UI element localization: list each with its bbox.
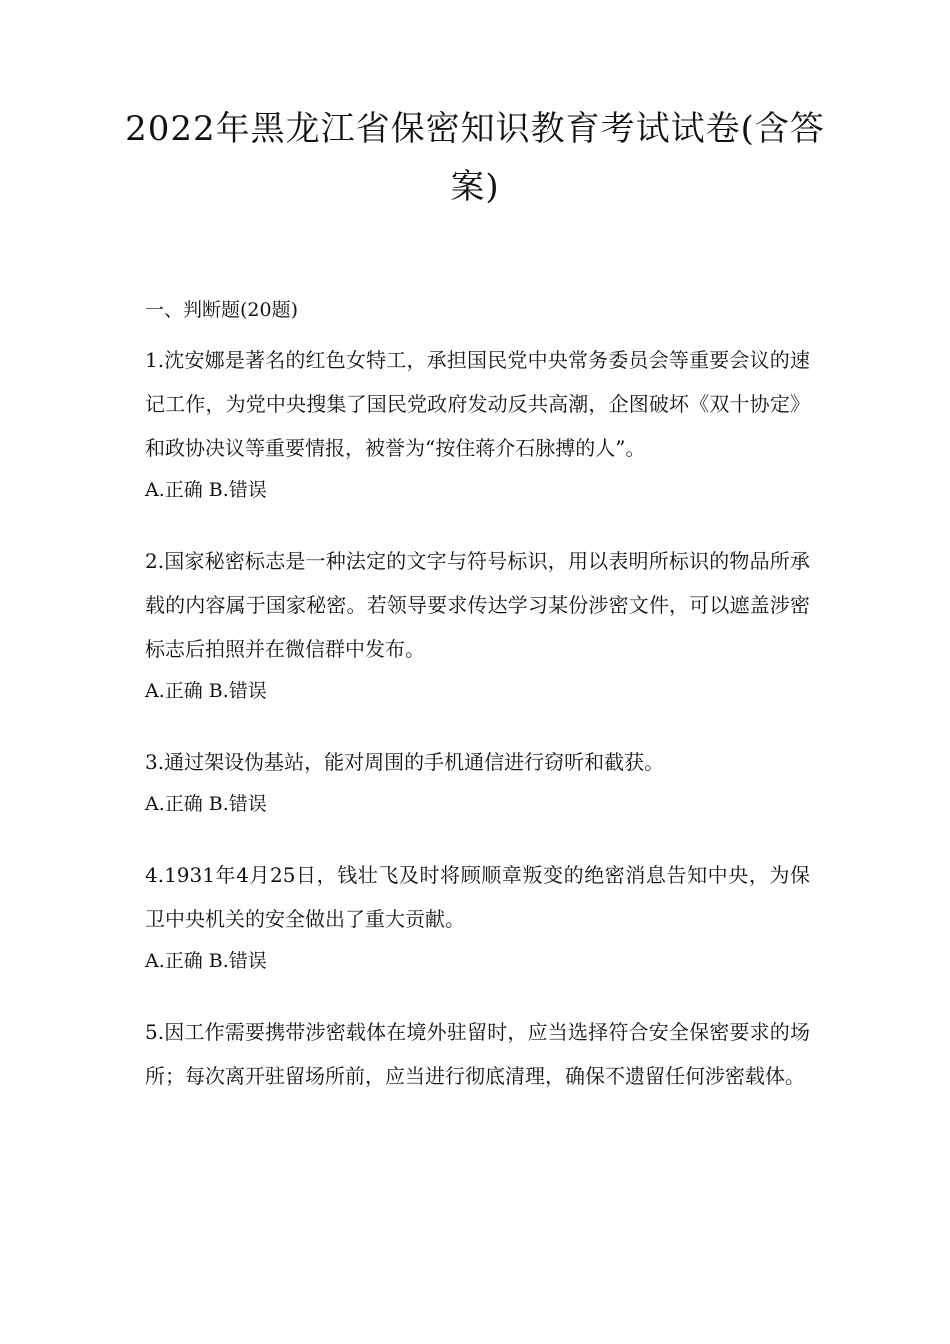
question-3 (145, 740, 810, 824)
question-text: 3.通过架设伪基站，能对周围的手机通信进行窃听和截获。 (145, 750, 665, 774)
question-options: A.正确 B.错误 (145, 793, 267, 815)
question-options: A.正确 B.错误 (145, 950, 267, 972)
question-4 (145, 853, 810, 981)
question-2 (145, 539, 810, 711)
question-options: A.正确 B.错误 (145, 680, 267, 702)
section-heading: 一、判断题(20题) (145, 299, 299, 321)
question-options: A.正确 B.错误 (145, 479, 267, 501)
question-text: 4.1931年4月25日，钱壮飞及时将顾顺章叛变的绝密消息告知中央，为保卫中央机关的安全做出了重大贡献。 (145, 863, 810, 931)
document-body (145, 292, 810, 1127)
question-5 (145, 1010, 810, 1098)
question-1 (145, 338, 810, 510)
question-text: 5.因工作需要携带涉密载体在境外驻留时，应当选择符合安全保密要求的场所；每次离开驻留场所前，应当进行彻底清理，确保不遗留任何涉密载体。 (145, 1020, 810, 1088)
question-text: 1.沈安娜是著名的红色女特工，承担国民党中央常务委员会等重要会议的速记工作，为党中央搜集了国民党政府发动反共高潮，企图破坏《双十协定》和政协决议等重要情报，被誉为“按住蒋介石脉搏的人”。 (145, 348, 810, 460)
document-title: 2022年黑龙江省保密知识教育考试试卷(含答案) (125, 109, 825, 207)
question-text: 2.国家秘密标志是一种法定的文字与符号标识，用以表明所标识的物品所承载的内容属于国家秘密。若领导要求传达学习某份涉密文件，可以遮盖涉密标志后拍照并在微信群中发布。 (145, 549, 810, 661)
